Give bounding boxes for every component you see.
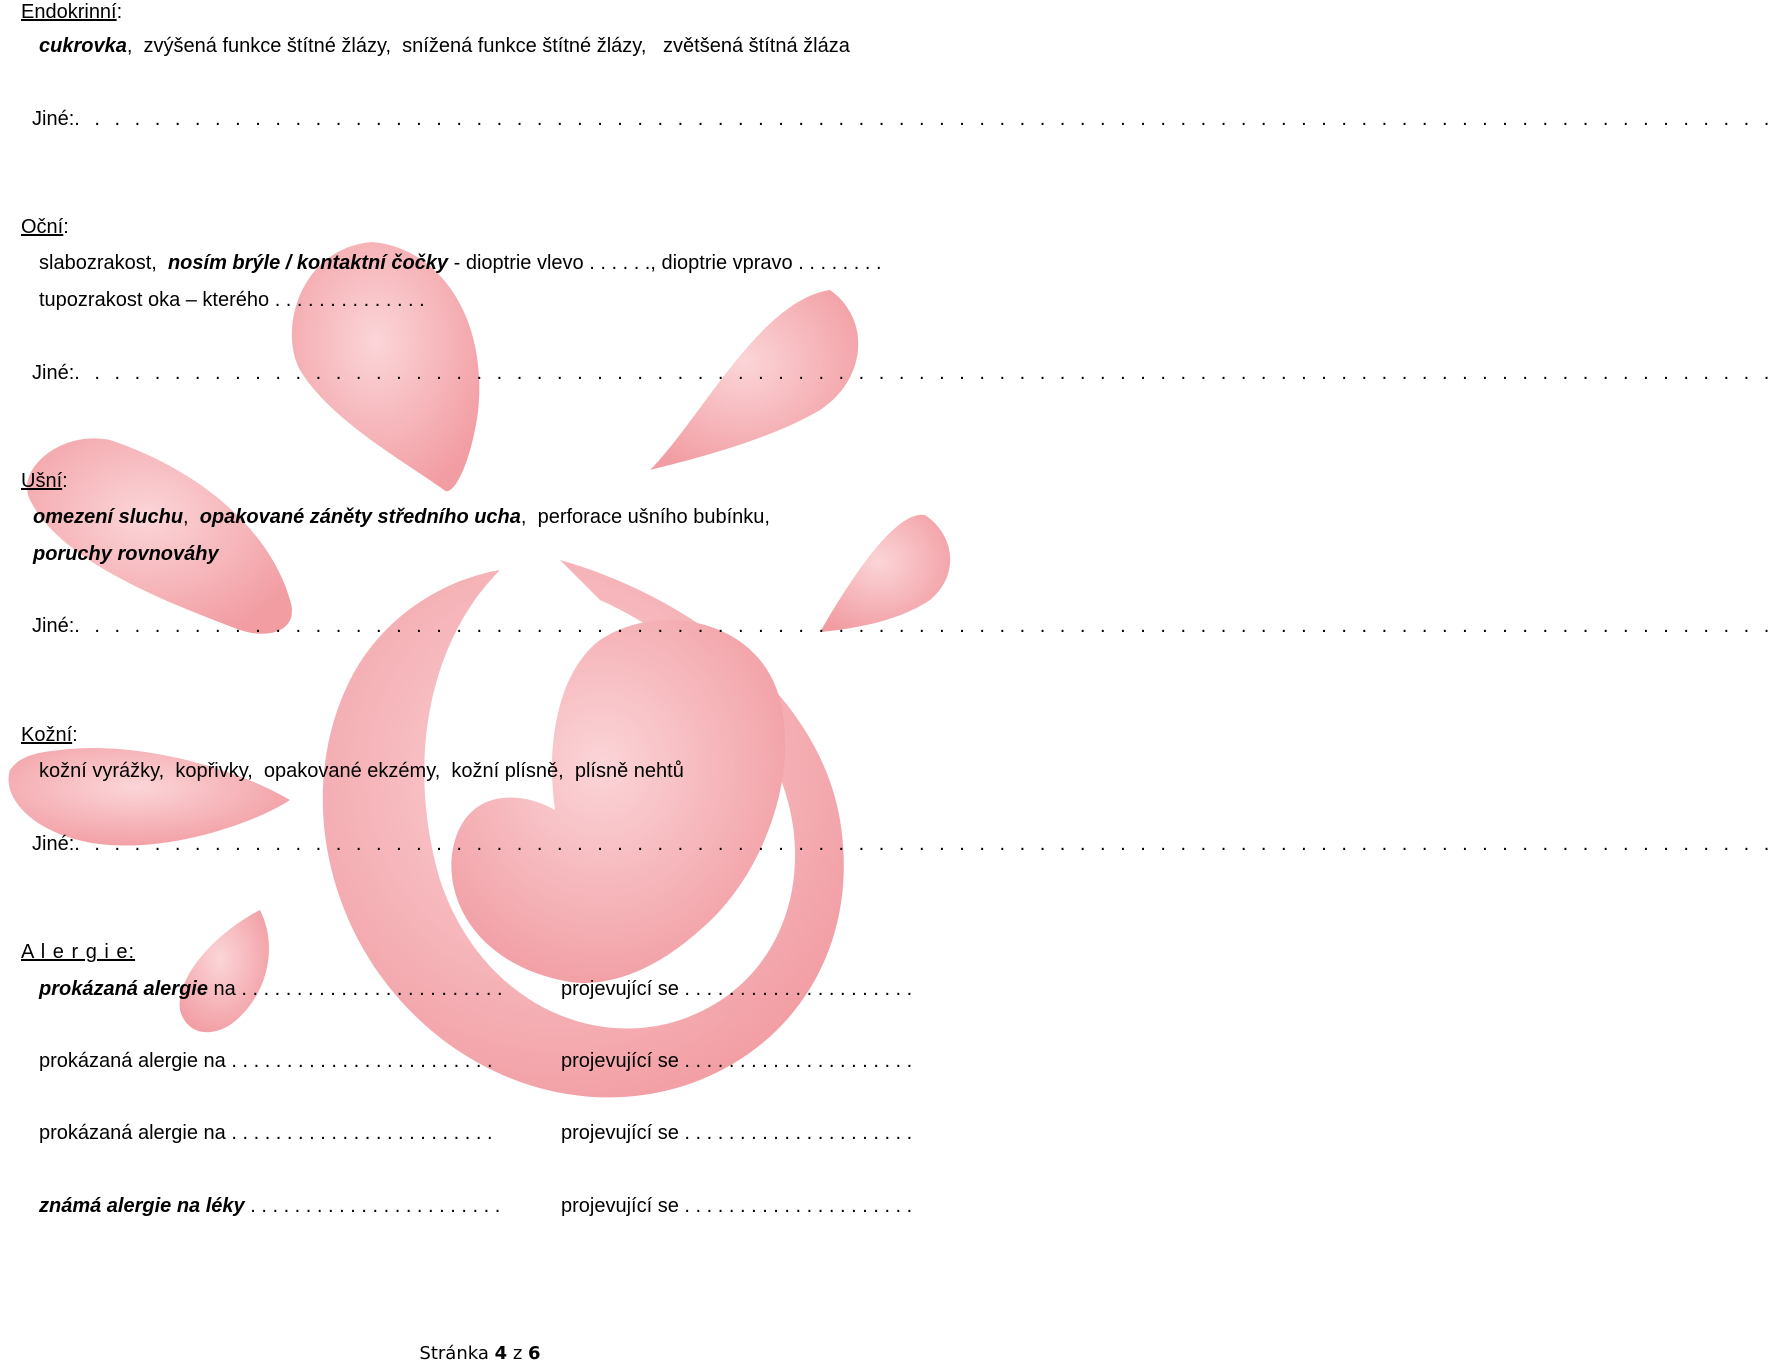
ocni-line-1: slabozrakost, nosím brýle / kontaktní čočky - dioptrie vlevo . . . . . ., dioptrie vpravo . . . . . . . .	[39, 252, 882, 274]
page-number-footer: Stránka 4 z 6	[419, 1343, 541, 1364]
section-endokrinni-heading: Endokrinní:	[21, 1, 123, 23]
item-omezeni-sluchu: omezení sluchu	[33, 506, 184, 528]
usni-jine-field[interactable]: Jiné:. . . . . . . . . . . . . . . . . . . . . . . . . . . . . . . . . . . . . . . . . . . . . . . . . . . . . . . . . . . . . . . . . . . . . . . . . . . . . . . . . . . . .	[32, 615, 1774, 637]
alergie-row-2-right[interactable]: projevující se . . . . . . . . . . . . . . . . . . . . .	[561, 1050, 913, 1072]
ocni-line-2: tupozrakost oka – kterého . . . . . . . . . . . . . .	[39, 289, 425, 311]
endokrinni-jine-field[interactable]: Jiné:. . . . . . . . . . . . . . . . . . . . . . . . . . . . . . . . . . . . . . . . . . . . . . . . . . . . . . . . . . . . . . . . . . . . . . . . . . . . . . . . . . . . .	[32, 108, 1774, 130]
item-zanety-ucha: opakované záněty středního ucha	[199, 506, 521, 528]
endokrinni-items: cukrovka, zvýšená funkce štítné žlázy, snížená funkce štítné žlázy, zvětšená štítná žláza	[39, 35, 850, 57]
item-bryle-cocky: nosím brýle / kontaktní čočky	[167, 252, 449, 274]
dioptrie-vpravo-field[interactable]: . . . . . . . .	[792, 252, 882, 274]
usni-line-2	[33, 542, 219, 566]
item-zvysena-funkce: zvýšená funkce štítné žlázy	[143, 35, 386, 57]
alergie-row-1-right[interactable]: projevující se . . . . . . . . . . . . . . . . . . . . .	[561, 978, 913, 1000]
tupozrakost-field[interactable]: . . . . . . . . . . . . . .	[269, 289, 425, 311]
item-perforace: perforace ušního bubínku,	[537, 506, 770, 528]
section-ocni-heading: Oční:	[21, 216, 69, 238]
section-usni-heading: Ušní:	[21, 470, 68, 492]
section-alergie-heading: A l e r g i e:	[21, 941, 136, 963]
alergie-row-4-right[interactable]: projevující se . . . . . . . . . . . . . . . . . . . . .	[561, 1195, 913, 1217]
item-snizena-funkce: snížená funkce štítné žlázy	[402, 35, 641, 57]
kozni-items: kožní vyrážky, kopřivky, opakované ekzémy, kožní plísně, plísně nehtů	[39, 760, 684, 782]
alergie-row-1-left[interactable]: prokázaná alergie na . . . . . . . . . . . . . . . . . . . . . . . .	[39, 978, 503, 1000]
item-cukrovka: cukrovka	[39, 35, 127, 57]
alergie-row-3-right[interactable]: projevující se . . . . . . . . . . . . . . . . . . . . .	[561, 1122, 913, 1144]
alergie-row-2-left[interactable]: prokázaná alergie na . . . . . . . . . . . . . . . . . . . . . . . .	[39, 1050, 493, 1072]
alergie-row-4-left[interactable]: známá alergie na léky . . . . . . . . . . . . . . . . . . . . . . .	[39, 1195, 501, 1217]
item-zvetsena-zlaza: zvětšená štítná žláza	[663, 35, 850, 57]
usni-line-1: omezení sluchu, opakované záněty středního ucha, perforace ušního bubínku,	[33, 506, 770, 528]
section-kozni-heading: Kožní:	[21, 724, 78, 746]
dioptrie-vlevo-field[interactable]: . . . . . .	[583, 252, 651, 274]
kozni-jine-field[interactable]: Jiné:. . . . . . . . . . . . . . . . . . . . . . . . . . . . . . . . . . . . . . . . . . . . . . . . . . . . . . . . . . . . . . . . . . . . . . . . . . . . . . . . . . . . .	[32, 833, 1774, 855]
item-poruchy-rovnovahy: poruchy rovnováhy	[33, 543, 219, 565]
alergie-row-3-left[interactable]: prokázaná alergie na . . . . . . . . . . . . . . . . . . . . . . . .	[39, 1122, 493, 1144]
ocni-jine-field[interactable]: Jiné:. . . . . . . . . . . . . . . . . . . . . . . . . . . . . . . . . . . . . . . . . . . . . . . . . . . . . . . . . . . . . . . . . . . . . . . . . . . . . . . . . . . . .	[32, 362, 1774, 384]
